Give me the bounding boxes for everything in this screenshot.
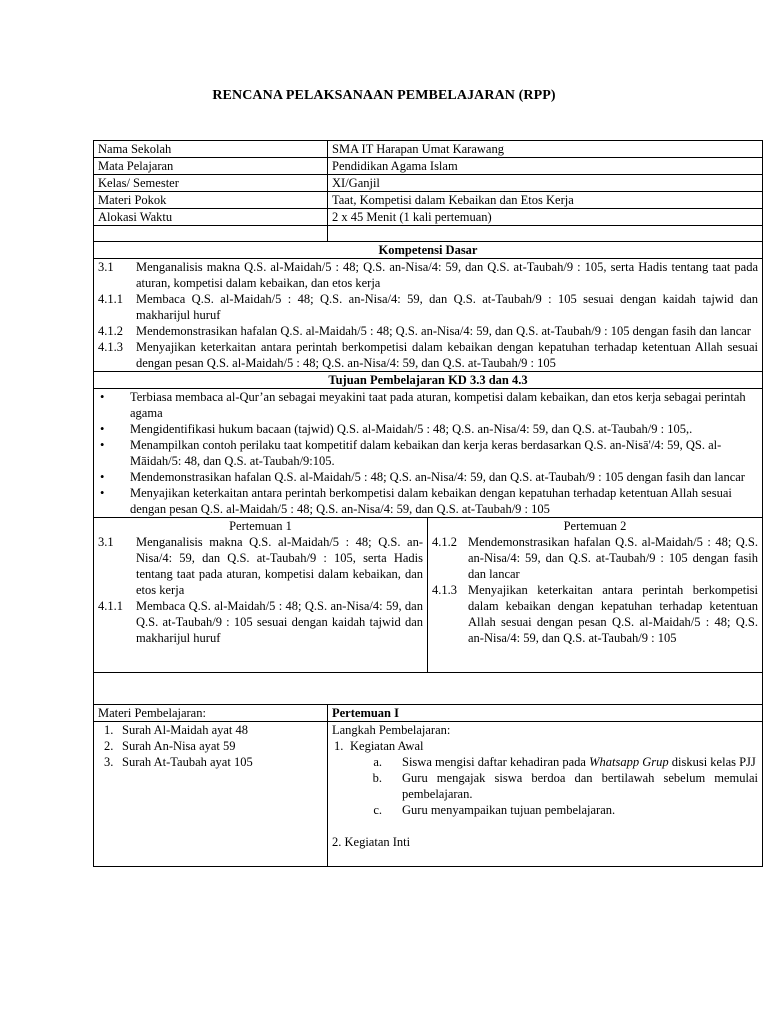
- kd-item-text: Mendemonstrasikan hafalan Q.S. al-Maidah/5 : 48; Q.S. an-Nisa/4: 59, dan Q.S. at-Taubah/9 : 105 dengan fasih dan lancar: [136, 324, 751, 338]
- step-letter: a.: [373, 755, 382, 769]
- kd-item-number: 4.1.1: [98, 292, 123, 306]
- tujuan-heading: Tujuan Pembelajaran KD 3.3 dan 4.3: [94, 372, 763, 389]
- materi-item: [98, 722, 323, 738]
- tujuan-item: [98, 469, 758, 485]
- step-text-pre: Siswa mengisi daftar kehadiran pada: [402, 755, 590, 769]
- identity-value: SMA IT Harapan Umat Karawang: [328, 141, 763, 158]
- pertemuan-item-number: 3.1: [98, 535, 114, 549]
- tujuan-item-text: Menampilkan contoh perilaku taat kompetitif dalam kebaikan dan kerja keras berdasarkan Q.S. an-Nisā'/4: 59, QS. al-Māidah/5: 48, dan Q.S. at-Taubah/9:105.: [130, 438, 722, 468]
- pertemuan-row: [94, 518, 763, 673]
- pertemuan-2-item: [432, 534, 758, 582]
- bullet-icon: •: [100, 422, 105, 436]
- materi-content-row: [94, 722, 763, 867]
- materi-item: [98, 754, 323, 770]
- materi-item-text: Surah An-Nisa ayat 59: [122, 739, 236, 753]
- identity-value: Taat, Kompetisi dalam Kebaikan dan Etos Kerja: [328, 192, 763, 209]
- kd-item-number: 3.1: [98, 260, 114, 274]
- step-text: [402, 754, 758, 770]
- identity-label: Mata Pelajaran: [94, 158, 328, 175]
- step-letter: b.: [372, 771, 382, 785]
- identity-label: Materi Pokok: [94, 192, 328, 209]
- step-text: Guru menyampaikan tujuan pembelajaran.: [402, 803, 616, 817]
- materi-item-number: 2.: [104, 739, 114, 753]
- blank-cell: [328, 226, 763, 242]
- kd-content: [94, 259, 763, 372]
- kegiatan-awal-text: Kegiatan Awal: [350, 739, 424, 753]
- step-letter: c.: [373, 803, 382, 817]
- kd-item: [98, 339, 758, 371]
- kegiatan-awal-step: [332, 802, 758, 818]
- materi-item-text: Surah At-Taubah ayat 105: [122, 755, 253, 769]
- tujuan-item: [98, 485, 758, 517]
- tujuan-content: [94, 389, 763, 518]
- identity-row: [94, 175, 763, 192]
- langkah-content: [328, 722, 763, 867]
- blank-cell: [94, 673, 763, 705]
- kd-item-number: 4.1.2: [98, 324, 123, 338]
- bullet-icon: •: [100, 486, 105, 500]
- tujuan-item-text: Mendemonstrasikan hafalan Q.S. al-Maidah/5 : 48; Q.S. an-Nisa/4: 59, dan Q.S. at-Taubah/9 : 105 dengan fasih dan lancar: [130, 470, 745, 484]
- pertemuan-item-text: Mendemonstrasikan hafalan Q.S. al-Maidah/5 : 48; Q.S. an-Nisa/4: 59, dan Q.S. at-Taubah/9 : 105 dengan fasih dan lancar: [468, 535, 759, 581]
- pertemuan-item-text: Menganalisis makna Q.S. al-Maidah/5 : 48; Q.S. an-Nisa/4: 59, dan Q.S. at-Taubah/9 : 105, serta Hadis tentang taat pada aturan, kompetisi dalam kebaikan, dan etos kerja: [136, 535, 423, 597]
- kd-item: [98, 259, 758, 291]
- identity-value: Pendidikan Agama Islam: [328, 158, 763, 175]
- identity-row: [94, 192, 763, 209]
- kegiatan-awal: [332, 738, 758, 754]
- pertemuan-1-heading: Pertemuan 1: [229, 519, 292, 533]
- tujuan-item: [98, 421, 758, 437]
- kd-item: [98, 291, 758, 323]
- blank-row: [94, 226, 763, 242]
- step-text-emphasis: Whatsapp Grup: [589, 755, 669, 769]
- rpp-table-wrapper: [93, 140, 762, 867]
- pertemuan-1-item: [98, 534, 423, 598]
- identity-value: XI/Ganjil: [328, 175, 763, 192]
- langkah-heading: Pertemuan I: [328, 705, 763, 722]
- document-title: RENCANA PELAKSANAAN PEMBELAJARAN (RPP): [212, 88, 556, 103]
- kd-item-text: Menyajikan keterkaitan antara perintah berkompetisi dalam kebaikan dengan kepatuhan terhadap ketentuan Allah sesuai dengan pesan Q.S. al-Maidah/5 : 48; Q.S. an-Nisa/4: 59, dan Q.S. at-Taubah/9 : 105: [136, 340, 759, 370]
- identity-row: [94, 209, 763, 226]
- step-text-post: diskusi kelas PJJ: [668, 755, 756, 769]
- materi-item-text: Surah Al-Maidah ayat 48: [122, 723, 249, 737]
- materi-item: [98, 738, 323, 754]
- langkah-subheading: Langkah Pembelajaran:: [332, 723, 451, 737]
- identity-value: 2 x 45 Menit (1 kali pertemuan): [328, 209, 763, 226]
- pertemuan-item-number: 4.1.1: [98, 599, 123, 613]
- tujuan-item: [98, 389, 758, 421]
- bullet-icon: •: [100, 438, 105, 452]
- identity-row: [94, 158, 763, 175]
- kd-heading: Kompetensi Dasar: [94, 242, 763, 259]
- kegiatan-awal-step: [332, 770, 758, 802]
- blank-row: [94, 673, 763, 705]
- pertemuan-item-text: Membaca Q.S. al-Maidah/5 : 48; Q.S. an-Nisa/4: 59, dan Q.S. at-Taubah/9 : 105 sesuai dengan kaidah tajwid dan makharijul huruf: [136, 599, 423, 645]
- tujuan-item-text: Menyajikan keterkaitan antara perintah berkompetisi dalam kebaikan dengan kepatuhan terhadap ketentuan Allah sesuai dengan pesan Q.S. al-Maidah/5 : 48; Q.S. an-Nisa/4: 59, dan Q.S. at-Taubah/9 : 105: [130, 486, 732, 516]
- pertemuan-item-text: Menyajikan keterkaitan antara perintah berkompetisi dalam kebaikan dengan kepatuhan terhadap ketentuan Allah sesuai dengan pesan Q.S. al-Maidah/5 : 48; Q.S. an-Nisa/4: 59, dan Q.S. at-Taubah/9 : 105: [468, 583, 759, 645]
- identity-row: [94, 141, 763, 158]
- pertemuan-item-number: 4.1.2: [432, 535, 457, 549]
- kd-item-text: Membaca Q.S. al-Maidah/5 : 48; Q.S. an-Nisa/4: 59, dan Q.S. at-Taubah/9 : 105 sesuai dengan kaidah tajwid dan makharijul huruf: [136, 292, 759, 322]
- identity-label: Kelas/ Semester: [94, 175, 328, 192]
- kd-content-row: [94, 259, 763, 372]
- pertemuan-item-number: 4.1.3: [432, 583, 457, 597]
- pertemuan-2-heading: Pertemuan 2: [563, 519, 627, 533]
- tujuan-item: [98, 437, 758, 469]
- kd-item-number: 4.1.3: [98, 340, 123, 354]
- spacer: [332, 818, 758, 834]
- materi-item-number: 3.: [104, 755, 114, 769]
- step-text: Guru mengajak siswa berdoa dan bertilawah sebelum memulai pembelajaran.: [402, 771, 759, 801]
- materi-heading: Materi Pembelajaran:: [94, 705, 328, 722]
- identity-label: Alokasi Waktu: [94, 209, 328, 226]
- tujuan-item-text: Mengidentifikasi hukum bacaan (tajwid) Q.S. al-Maidah/5 : 48; Q.S. an-Nisa/4: 59, dan Q.S. at-Taubah/9 : 105,.: [130, 422, 693, 436]
- tujuan-content-row: [94, 389, 763, 518]
- pertemuan-2-item: [432, 582, 758, 646]
- kegiatan-inti: 2. Kegiatan Inti: [332, 835, 411, 849]
- bullet-icon: •: [100, 470, 105, 484]
- kegiatan-awal-number: 1.: [334, 739, 344, 753]
- tujuan-item-text: Terbiasa membaca al-Qur’an sebagai meyakini taat pada aturan, kompetisi dalam kebaikan, dan etos kerja sebagai perintah agama: [130, 390, 746, 420]
- pertemuan-1-cell: [94, 518, 428, 673]
- materi-heading-row: [94, 705, 763, 722]
- blank-cell: [94, 226, 328, 242]
- identity-label: Nama Sekolah: [94, 141, 328, 158]
- materi-list: [94, 722, 328, 867]
- materi-item-number: 1.: [104, 723, 114, 737]
- kd-heading-row: [94, 242, 763, 259]
- pertemuan-1-item: [98, 598, 423, 646]
- kd-item-text: Menganalisis makna Q.S. al-Maidah/5 : 48; Q.S. an-Nisa/4: 59, dan Q.S. at-Taubah/9 : 105, serta Hadis tentang taat pada aturan, kompetisi dalam kebaikan, dan etos kerja: [136, 260, 759, 290]
- tujuan-heading-row: [94, 372, 763, 389]
- kegiatan-awal-step: [332, 754, 758, 770]
- bullet-icon: •: [100, 390, 105, 404]
- pertemuan-2-cell: [428, 518, 763, 673]
- kd-item: [98, 323, 758, 339]
- rpp-table: [93, 140, 763, 867]
